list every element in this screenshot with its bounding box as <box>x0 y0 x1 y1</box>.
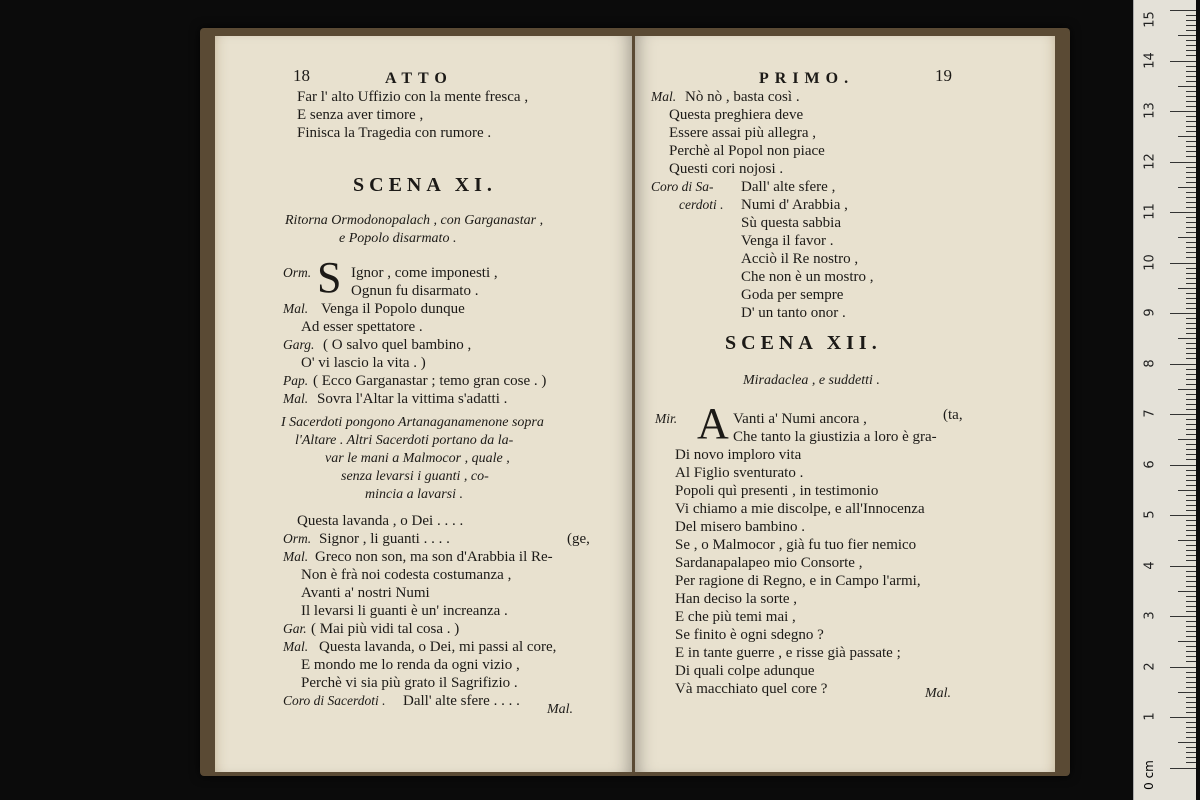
ruler-tick <box>1186 752 1196 753</box>
ruler-tick <box>1170 263 1196 264</box>
catchword: Mal. <box>547 702 574 717</box>
ruler-tick <box>1186 636 1196 637</box>
ruler-tick <box>1186 318 1196 319</box>
ruler-tick <box>1186 293 1196 294</box>
ruler-tick <box>1186 737 1196 738</box>
ruler-tick <box>1170 768 1196 769</box>
stage-direction: mincia a lavarsi . <box>365 487 463 502</box>
ruler-tick <box>1170 212 1196 213</box>
scene-direction: Ritorna Ormodonopalach , con Garganastar , <box>285 213 544 228</box>
ruler-tick <box>1186 505 1196 506</box>
text-line: O' vi lascio la vita . ) <box>301 355 426 371</box>
ruler-tick <box>1186 369 1196 370</box>
ruler-tick <box>1186 116 1196 117</box>
ruler-tick <box>1186 101 1196 102</box>
stage-direction: l'Altare . Altri Sacerdoti portano da la- <box>295 433 514 448</box>
ruler-tick <box>1178 389 1196 390</box>
text-line: ( O salvo quel bambino , <box>323 337 472 353</box>
ruler-tick <box>1186 30 1196 31</box>
ruler-tick <box>1186 91 1196 92</box>
text-line: Perchè al Popol non piace <box>669 143 825 159</box>
ruler-tick <box>1186 495 1196 496</box>
verse-line: Che non è un mostro , <box>741 269 874 285</box>
ruler-tick <box>1186 621 1196 622</box>
text-line: Del misero bambino . <box>675 519 805 535</box>
ruler-tick <box>1186 394 1196 395</box>
text-line: Di quali colpe adunque <box>675 663 815 679</box>
ruler-number: 5 <box>1142 510 1158 519</box>
ruler-tick <box>1186 454 1196 455</box>
speaker: Mal. <box>283 391 309 406</box>
ruler-tick <box>1186 747 1196 748</box>
scene-direction: e Popolo disarmato . <box>339 231 457 246</box>
ruler-tick <box>1170 465 1196 466</box>
ruler-tick <box>1186 687 1196 688</box>
ruler-tick <box>1186 449 1196 450</box>
text-line: Ognun fu disarmato . <box>351 283 479 299</box>
ruler-tick <box>1186 131 1196 132</box>
text-line: E mondo me lo renda da ogni vizio , <box>301 657 520 673</box>
ruler-tick <box>1186 520 1196 521</box>
ruler-number: 9 <box>1142 308 1158 317</box>
ruler-tick <box>1186 399 1196 400</box>
ruler-tick <box>1186 525 1196 526</box>
ruler-tick <box>1186 656 1196 657</box>
text-line: Se finito è ogni sdegno ? <box>675 627 824 643</box>
ruler-tick <box>1186 303 1196 304</box>
ruler-number: 11 <box>1142 203 1158 220</box>
text-line: Di novo imploro vita <box>675 447 802 463</box>
ruler-tick <box>1186 586 1196 587</box>
text-line: Questa lavanda, o Dei, mi passi al core, <box>319 639 557 655</box>
ruler-number: 7 <box>1142 409 1158 418</box>
ruler-tick <box>1186 404 1196 405</box>
ruler-tick <box>1186 333 1196 334</box>
ruler-tick <box>1170 515 1196 516</box>
text-line: Ad esser spettatore . <box>301 319 423 335</box>
ruler-tick <box>1186 323 1196 324</box>
ruler-tick <box>1186 50 1196 51</box>
ruler-tick <box>1186 702 1196 703</box>
text-line: Nò nò , basta così . <box>685 89 800 105</box>
ruler-tick <box>1186 197 1196 198</box>
verse-line: Goda per sempre <box>741 287 844 303</box>
text-line: Se , o Malmocor , già fu tuo fier nemico <box>675 537 917 553</box>
ruler-number: 6 <box>1142 459 1158 469</box>
text-line: E senza aver timore , <box>297 107 424 123</box>
text-line: Popoli quì presenti , in testimonio <box>675 483 879 499</box>
ruler-tick <box>1186 96 1196 97</box>
text-line: Vi chiamo a mie discolpe, e all'Innocenza <box>675 501 925 517</box>
text-line: Venga il Popolo dunque <box>321 301 465 317</box>
speaker: cerdoti . <box>679 197 724 212</box>
ruler-tick <box>1178 641 1196 642</box>
ruler-tick <box>1178 237 1196 238</box>
ruler-tick <box>1186 560 1196 561</box>
ruler-tick <box>1178 338 1196 339</box>
ruler-tick <box>1186 444 1196 445</box>
speaker: Gar. <box>283 621 307 636</box>
ruler-tick <box>1186 66 1196 67</box>
ruler-tick <box>1186 757 1196 758</box>
ruler-tick <box>1186 45 1196 46</box>
ruler-tick <box>1170 313 1196 314</box>
ruler-tick <box>1186 571 1196 572</box>
ruler-tick <box>1186 651 1196 652</box>
ruler-tick <box>1186 106 1196 107</box>
ruler-tick <box>1178 439 1196 440</box>
ruler-tick <box>1186 192 1196 193</box>
speaker: Mal. <box>283 301 309 316</box>
speaker: Mal. <box>283 639 309 654</box>
ruler-tick <box>1178 35 1196 36</box>
speaker: Orm. <box>283 531 312 546</box>
text-line: Sovra l'Altar la vittima s'adatti . <box>317 391 508 407</box>
verse-line: D' un tanto onor . <box>741 305 846 321</box>
ruler-tick <box>1186 217 1196 218</box>
ruler-number: 13 <box>1142 102 1158 119</box>
ruler-tick <box>1186 298 1196 299</box>
ruler-tick <box>1186 682 1196 683</box>
ruler-tick <box>1186 601 1196 602</box>
ruler-number: 10 <box>1142 253 1158 271</box>
ruler-tick <box>1186 348 1196 349</box>
ruler-tick <box>1186 677 1196 678</box>
speaker: Coro di Sa- <box>651 179 714 194</box>
ruler-tick <box>1170 111 1196 112</box>
ruler-tick <box>1186 81 1196 82</box>
ruler-tick <box>1178 540 1196 541</box>
ruler-tick <box>1170 364 1196 365</box>
text-line: Questa lavanda , o Dei . . . . <box>297 513 464 529</box>
page-number: 19 <box>935 66 952 85</box>
text-line: ( Mai più vidi tal cosa . ) <box>311 621 460 637</box>
ruler-number: 8 <box>1142 358 1158 368</box>
ruler-tick <box>1186 343 1196 344</box>
ruler-tick <box>1186 172 1196 173</box>
ruler-tick <box>1186 485 1196 486</box>
ruler-tick <box>1178 742 1196 743</box>
text-line: Questa preghiera deve <box>669 107 804 123</box>
speaker: Mal. <box>283 549 309 564</box>
text-line: Perchè vi sia più grato il Sagrifizio . <box>301 675 518 691</box>
ruler-tick <box>1186 661 1196 662</box>
ruler-tick <box>1186 146 1196 147</box>
ruler-tick <box>1186 55 1196 56</box>
ruler-tick <box>1186 202 1196 203</box>
text-line: (ta, <box>943 407 963 423</box>
ruler-tick <box>1186 283 1196 284</box>
stage-direction: I Sacerdoti pongono Artanaganamenone sopra <box>281 415 544 430</box>
ruler-tick <box>1186 207 1196 208</box>
ruler-tick <box>1186 727 1196 728</box>
ruler-tick <box>1186 722 1196 723</box>
catchword: Mal. <box>925 686 952 701</box>
text-line: Che tanto la giustizia a loro è gra- <box>733 429 937 445</box>
ruler-tick <box>1186 151 1196 152</box>
text-line: Dall' alte sfere . . . . <box>403 693 520 709</box>
speaker: Pap. <box>283 373 309 388</box>
speaker: Mal. <box>651 89 677 104</box>
ruler-tick <box>1186 762 1196 763</box>
ruler-tick <box>1186 374 1196 375</box>
ruler-tick <box>1186 419 1196 420</box>
verse-line: Venga il favor . <box>741 233 834 249</box>
stage-direction: senza levarsi i guanti , co- <box>341 469 489 484</box>
ruler-tick <box>1186 20 1196 21</box>
ruler-tick <box>1186 257 1196 258</box>
text-line: Non è frà noi codesta costumanza , <box>301 567 512 583</box>
ruler-tick <box>1186 510 1196 511</box>
ruler-tick <box>1186 606 1196 607</box>
text-line: Finisca la Tragedia con rumore . <box>297 125 492 141</box>
text-line: E in tante guerre , e risse già passate ; <box>675 645 901 661</box>
ruler-tick <box>1186 247 1196 248</box>
ruler-tick <box>1186 25 1196 26</box>
ruler-tick <box>1186 242 1196 243</box>
text-line: Al Figlio sventurato . <box>675 465 804 481</box>
ruler-tick <box>1186 500 1196 501</box>
ruler-tick <box>1178 490 1196 491</box>
ruler-tick <box>1170 616 1196 617</box>
ruler-tick <box>1186 712 1196 713</box>
ruler-tick <box>1170 667 1196 668</box>
ruler-tick <box>1186 15 1196 16</box>
text-line: Far l' alto Uffizio con la mente fresca , <box>297 89 529 105</box>
ruler-tick <box>1186 222 1196 223</box>
speaker: Mir. <box>655 411 678 426</box>
ruler-tick <box>1186 434 1196 435</box>
text-line: Avanti a' nostri Numi <box>301 585 430 601</box>
ruler-tick <box>1186 429 1196 430</box>
ruler-tick <box>1186 353 1196 354</box>
running-head: PRIMO. <box>759 70 855 87</box>
ruler-tick <box>1186 576 1196 577</box>
ruler-tick <box>1186 555 1196 556</box>
text-line: Signor , li guanti . . . . <box>319 531 450 547</box>
measuring-ruler <box>1133 0 1196 800</box>
ruler-tick <box>1186 227 1196 228</box>
ruler-tick <box>1186 141 1196 142</box>
ruler-tick <box>1186 268 1196 269</box>
ruler-tick <box>1186 424 1196 425</box>
ruler-tick <box>1186 732 1196 733</box>
ruler-tick <box>1186 475 1196 476</box>
text-line: Và macchiato quel core ? <box>675 681 828 697</box>
ruler-tick <box>1186 672 1196 673</box>
drop-cap: A <box>697 399 729 448</box>
ruler-tick <box>1186 707 1196 708</box>
ruler-number: 2 <box>1142 661 1158 671</box>
text-line: Sardanapalapeo mio Consorte , <box>675 555 863 571</box>
ruler-tick <box>1186 232 1196 233</box>
scene-title: SCENA XII. <box>725 332 882 354</box>
ruler-tick <box>1186 470 1196 471</box>
ruler-tick <box>1170 566 1196 567</box>
speaker: Garg. <box>283 337 315 352</box>
ruler-tick <box>1178 591 1196 592</box>
ruler-tick <box>1170 162 1196 163</box>
ruler-tick <box>1186 409 1196 410</box>
ruler-tick <box>1170 10 1196 11</box>
text-line: ( Ecco Garganastar ; temo gran cose . ) <box>313 373 547 389</box>
text-line: Questi cori nojosi . <box>669 161 784 177</box>
text-line: E che più temi mai , <box>675 609 796 625</box>
ruler-tick <box>1186 328 1196 329</box>
ruler-tick <box>1186 126 1196 127</box>
ruler-number: 14 <box>1142 51 1158 69</box>
ruler-tick <box>1186 384 1196 385</box>
ruler-tick <box>1170 61 1196 62</box>
verse-line: Sù questa sabbia <box>741 215 841 231</box>
scene-title: SCENA XI. <box>353 174 497 196</box>
ruler-tick <box>1186 626 1196 627</box>
left-page <box>215 36 632 772</box>
ruler-tick <box>1186 156 1196 157</box>
ruler-tick <box>1186 40 1196 41</box>
ruler-tick <box>1186 308 1196 309</box>
verse-line: Dall' alte sfere , <box>741 179 836 195</box>
ruler-tick <box>1186 535 1196 536</box>
ruler-tick <box>1186 530 1196 531</box>
text-line: Han deciso la sorte , <box>675 591 798 607</box>
verse-line: Acciò il Re nostro , <box>741 251 859 267</box>
speaker: Orm. <box>283 265 312 280</box>
ruler-number: 1 <box>1142 712 1158 721</box>
ruler-tick <box>1186 611 1196 612</box>
page-number: 18 <box>293 66 310 85</box>
ruler-tick <box>1186 545 1196 546</box>
ruler-tick <box>1186 121 1196 122</box>
ruler-tick <box>1186 278 1196 279</box>
ruler-tick <box>1170 414 1196 415</box>
text-line: Vanti a' Numi ancora , <box>733 411 867 427</box>
ruler-unit: 0 cm <box>1141 760 1156 790</box>
ruler-tick <box>1186 182 1196 183</box>
text-line: Il levarsi li guanti è un' increanza . <box>301 603 508 619</box>
ruler-tick <box>1186 273 1196 274</box>
running-head: ATTO <box>385 70 453 87</box>
ruler-tick <box>1186 697 1196 698</box>
speaker: Coro di Sacerdoti . <box>283 693 386 708</box>
ruler-number: 15 <box>1142 11 1158 28</box>
ruler-tick <box>1186 167 1196 168</box>
ruler-tick <box>1178 187 1196 188</box>
right-page <box>635 36 1055 772</box>
ruler-tick <box>1186 480 1196 481</box>
ruler-tick <box>1186 379 1196 380</box>
stage-direction: var le mani a Malmocor , quale , <box>325 451 510 466</box>
ruler-number: 4 <box>1142 560 1158 570</box>
ruler-tick <box>1170 717 1196 718</box>
ruler-tick <box>1178 288 1196 289</box>
ruler-number: 12 <box>1142 152 1158 170</box>
text-line: Per ragione di Regno, e in Campo l'armi, <box>675 573 921 589</box>
text-line: Essere assai più allegra , <box>669 125 817 141</box>
ruler-tick <box>1186 358 1196 359</box>
ruler-tick <box>1186 252 1196 253</box>
ruler-tick <box>1186 177 1196 178</box>
ruler-tick <box>1186 581 1196 582</box>
text-line: Greco non son, ma son d'Arabbia il Re- <box>315 549 553 565</box>
text-line: Ignor , come imponesti , <box>351 265 498 281</box>
verse-line: Numi d' Arabbia , <box>741 197 848 213</box>
ruler-tick <box>1186 646 1196 647</box>
ruler-tick <box>1178 86 1196 87</box>
text-line: (ge, <box>567 531 590 547</box>
ruler-tick <box>1178 692 1196 693</box>
ruler-tick <box>1186 631 1196 632</box>
drop-cap: S <box>317 253 342 302</box>
ruler-tick <box>1186 550 1196 551</box>
ruler-tick <box>1186 459 1196 460</box>
ruler-number: 3 <box>1142 611 1158 620</box>
scene-direction: Miradaclea , e suddetti . <box>743 373 880 388</box>
ruler-tick <box>1186 76 1196 77</box>
ruler-tick <box>1186 596 1196 597</box>
ruler-tick <box>1186 71 1196 72</box>
ruler-tick <box>1178 136 1196 137</box>
